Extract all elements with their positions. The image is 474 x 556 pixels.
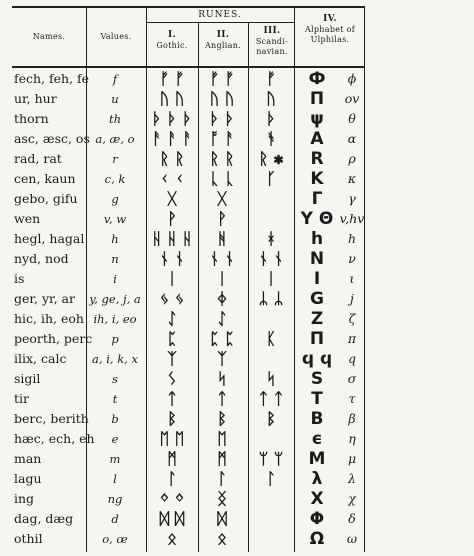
- rune-row: [0, 188, 474, 210]
- ulphilas-letter: Α: [310, 129, 324, 149]
- anglian-rune: ᛄ: [217, 289, 227, 308]
- ulphilas-greek-equivalent: τ: [348, 391, 356, 406]
- rune-name: ur, hur: [14, 91, 57, 106]
- scandinavian-rune: ᚦ: [266, 109, 276, 128]
- gothic-rune: ᚲ ᚲ: [159, 169, 185, 188]
- ulphilas-letter: Π: [309, 329, 325, 349]
- rune-row: [0, 128, 474, 150]
- rune-row: [0, 428, 474, 450]
- gothic-rune: ᛟ: [167, 529, 177, 548]
- runes-header: RUNES.: [198, 10, 242, 20]
- gothic-rune: ᚷ: [167, 189, 177, 208]
- ulphilas-letter: Β: [310, 409, 324, 429]
- values-header: Values.: [100, 32, 132, 41]
- rune-row: [0, 68, 474, 90]
- scandinavian-rune: ᛏ ᛏ: [258, 389, 284, 408]
- ulphilas-letter: ϥ ϥ: [301, 349, 333, 369]
- rune-value: b: [111, 412, 119, 426]
- rune-row: [0, 208, 474, 230]
- ulphilas-letter: R: [310, 149, 324, 169]
- scandinavian-rune: ᛦ ᛦ: [258, 289, 284, 308]
- rune-value: o, œ: [102, 532, 128, 546]
- rune-name: fech, feh, fe: [14, 71, 90, 86]
- scandinavian-rune: ᛘ ᛘ: [258, 449, 284, 468]
- ulphilas-greek-equivalent: h: [347, 231, 357, 246]
- rune-name: tir: [14, 391, 29, 406]
- gothic-rune: ᚢ ᚢ: [159, 89, 185, 108]
- ulphilas-letter: h: [310, 229, 324, 249]
- ulphilas-greek-equivalent: κ: [347, 171, 357, 186]
- scandinavian-rune: [248, 508, 294, 530]
- gothic-rune: ᛖ ᛖ: [159, 429, 185, 448]
- scandinavian-rune: [248, 348, 294, 370]
- anglian-rune: ᛗ: [217, 449, 227, 468]
- rune-name: peorth, perc: [14, 331, 93, 346]
- gothic-rune: ᛞ ᛞ: [159, 509, 185, 528]
- rune-row: [0, 328, 474, 350]
- rune-value: a, æ, o: [95, 132, 135, 146]
- rune-value: h: [111, 232, 119, 246]
- ulphilas-letter: ψ: [310, 109, 324, 129]
- ulphilas-letter: Ф: [308, 69, 326, 89]
- rune-name: othil: [14, 531, 43, 546]
- gothic-rune: ᛊ: [167, 369, 177, 388]
- ulphilas-letter: G: [310, 289, 324, 309]
- ulphilas-letter: Π: [309, 89, 325, 109]
- ulphilas-letter: Κ: [310, 169, 324, 189]
- rune-value: d: [111, 512, 119, 526]
- rune-name: man: [14, 451, 42, 466]
- ulphilas-letter: Ι: [313, 269, 321, 289]
- rune-name: sigil: [14, 371, 41, 386]
- gothic-rune: ᛗ: [167, 449, 177, 468]
- scandinavian-rune: [248, 208, 294, 230]
- rune-value: p: [111, 332, 119, 346]
- ulphilas-greek-equivalent: ζ: [348, 311, 356, 326]
- gothic-label: Gothic.: [156, 41, 188, 50]
- ulphilas-greek-equivalent: ϕ: [347, 71, 357, 86]
- anglian-rune: ᛟ: [217, 529, 227, 548]
- rune-value: i: [113, 272, 117, 286]
- ulphilas-letter: Ν: [309, 249, 325, 269]
- scandinavian-rune: [248, 188, 294, 210]
- anglian-rune: ᚩ ᚨ: [209, 129, 235, 148]
- gothic-rune: ᚠ ᚠ: [159, 69, 185, 88]
- rune-value: s: [112, 372, 118, 386]
- rune-value: l: [113, 472, 117, 486]
- anglian-rune: ᚷ: [217, 189, 227, 208]
- rune-row: [0, 108, 474, 130]
- rune-name: is: [14, 271, 25, 286]
- ulphilas-letter: Μ: [308, 449, 326, 469]
- ulphilas-greek-equivalent: λ: [348, 471, 356, 486]
- ulphilas-greek-equivalent: q: [347, 351, 356, 366]
- anglian-rune: ᚹ: [217, 209, 227, 228]
- ulphilas-greek-equivalent: ω: [346, 531, 358, 546]
- ulphilas-letter: Υ Θ: [300, 209, 334, 229]
- ulphilas-letter: Ω: [309, 529, 325, 549]
- rune-row: [0, 268, 474, 290]
- rune-name: lagu: [14, 471, 42, 486]
- ulphilas-letter: Γ: [311, 189, 323, 209]
- anglian-rune: ᚻ: [217, 229, 227, 248]
- rune-value: v, w: [103, 212, 127, 226]
- rune-value: a, i, k, x: [92, 352, 138, 366]
- rune-row: [0, 228, 474, 250]
- rune-name: wen: [14, 211, 41, 226]
- ulphilas-greek-equivalent: ρ: [348, 151, 356, 166]
- rune-name: thorn: [14, 111, 49, 126]
- anglian-rune: ᛏ: [217, 389, 227, 408]
- ulphilas-greek-equivalent: γ: [348, 191, 356, 206]
- ulphilas-greek-equivalent: σ: [347, 371, 357, 386]
- anglian-rune: ᛉ: [217, 349, 227, 368]
- anglian-header: [198, 30, 248, 51]
- rune-name: asc, æsc, os: [14, 131, 90, 146]
- scandinavian-rune: [248, 488, 294, 510]
- anglian-rune: ᛖ: [217, 429, 227, 448]
- ulphilas-letter: ϵ: [311, 429, 323, 449]
- anglian-rune: ᛈ ᛈ: [209, 329, 235, 348]
- rune-value: r: [112, 152, 118, 166]
- anglian-label: Anglian.: [204, 41, 242, 50]
- ulphilas-greek-equivalent: ι: [349, 271, 355, 286]
- gothic-rune: ᚱ ᚱ: [159, 149, 185, 168]
- scandinavian-rune: ᛁ: [266, 269, 276, 288]
- scandinavian-rune: [248, 428, 294, 450]
- gothic-header: [146, 30, 198, 51]
- ulphilas-label: Alphabet of Ulphilas.: [304, 25, 356, 44]
- rune-row: [0, 508, 474, 530]
- rune-row: [0, 528, 474, 550]
- ulphilas-letter: S: [310, 369, 324, 389]
- rune-name: ger, yr, ar: [14, 291, 75, 306]
- ulphilas-greek-equivalent: ν: [348, 251, 356, 266]
- scandinavian-rune: ᚠ: [266, 69, 276, 88]
- rune-row: [0, 148, 474, 170]
- rune-row: [0, 388, 474, 410]
- scandinavian-rune: ᚢ: [266, 89, 276, 108]
- scandinavian-rune: ᛕ: [266, 329, 276, 348]
- rune-name: hæc, ech, eh: [14, 431, 95, 446]
- rune-value: ng: [107, 492, 123, 506]
- ulphilas-greek-equivalent: η: [348, 431, 356, 446]
- ulphilas-greek-equivalent: j: [350, 291, 354, 306]
- scandinavian-rune: ᛒ: [266, 409, 276, 428]
- gothic-rune: ᚨ ᚨ ᚨ: [152, 129, 192, 148]
- rune-row: [0, 468, 474, 490]
- anglian-rune: ᚢ ᚢ: [209, 89, 235, 108]
- top-rule: [12, 6, 364, 8]
- scandinavian-rune: ᛚ: [266, 469, 276, 488]
- ulphilas-letter: Ζ: [310, 309, 324, 329]
- anglian-rune: ᛁ: [217, 269, 227, 288]
- ulphilas-number: IV.: [323, 14, 337, 24]
- anglian-rune: ᚦ ᚦ: [209, 109, 235, 128]
- rune-value: u: [111, 92, 119, 106]
- gothic-rune: ᚾ ᚾ: [159, 249, 185, 268]
- ulphilas-letter: Φ: [309, 509, 325, 529]
- ulphilas-header: [296, 14, 364, 45]
- rune-row: [0, 308, 474, 330]
- gothic-rune: ᛇ: [167, 309, 177, 328]
- rune-name: berc, berith: [14, 411, 89, 426]
- gothic-rune: ᚺ ᚺ ᚺ: [152, 229, 192, 248]
- scandinavian-header: [250, 26, 294, 57]
- rune-name: cen, kaun: [14, 171, 76, 186]
- rune-row: [0, 368, 474, 390]
- rune-name: rad, rat: [14, 151, 62, 166]
- anglian-number: II.: [216, 30, 230, 40]
- scandinavian-rune: ᚱ ✱: [258, 149, 284, 168]
- ulphilas-greek-equivalent: π: [347, 331, 357, 346]
- gothic-rune: ᛚ: [167, 469, 177, 488]
- rune-value: n: [111, 252, 119, 266]
- names-header: Names.: [32, 32, 66, 41]
- gothic-number: I.: [168, 30, 176, 40]
- anglian-rune: ᛝ: [217, 489, 227, 508]
- ulphilas-greek-equivalent: δ: [348, 511, 356, 526]
- rune-value: m: [109, 452, 121, 466]
- gothic-rune: ᚦ ᚦ ᚦ: [152, 109, 192, 128]
- anglian-rune: ᚠ ᚠ: [209, 69, 235, 88]
- rune-name: hegl, hagal: [14, 231, 85, 246]
- anglian-rune: ᚱ ᚱ: [209, 149, 235, 168]
- anglian-rune: ᚳ ᚳ: [209, 169, 235, 188]
- rune-value: c, k: [104, 172, 126, 186]
- ulphilas-greek-equivalent: χ: [348, 491, 356, 506]
- rune-name: ing: [14, 491, 35, 506]
- rune-value: th: [108, 112, 122, 126]
- rune-value: g: [111, 192, 119, 206]
- anglian-rune: ᛇ: [217, 309, 227, 328]
- runes-subrule: [146, 22, 294, 23]
- gothic-rune: ᚹ: [167, 209, 177, 228]
- ulphilas-greek-equivalent: μ: [347, 451, 357, 466]
- scandinavian-rune: ᚴ: [266, 169, 276, 188]
- scandinavian-rune: ᚬ: [266, 129, 276, 148]
- rune-value: y, ge, j, a: [89, 292, 141, 306]
- gothic-rune: ᛒ: [167, 409, 177, 428]
- anglian-rune: ᛋ: [217, 369, 227, 388]
- rune-name: nyd, nod: [14, 251, 69, 266]
- rune-row: [0, 248, 474, 270]
- gothic-rune: ᛁ: [167, 269, 177, 288]
- anglian-rune: ᛚ: [217, 469, 227, 488]
- rune-value: ih, i, eo: [93, 312, 137, 326]
- rune-row: [0, 408, 474, 430]
- rune-row: [0, 288, 474, 310]
- scandinavian-rune: ᚾ ᚾ: [258, 249, 284, 268]
- rune-row: [0, 168, 474, 190]
- rune-name: dag, dæg: [14, 511, 74, 526]
- ulphilas-greek-equivalent: β: [348, 411, 356, 426]
- gothic-rune: ᛜ ᛜ: [159, 489, 185, 508]
- rune-name: gebo, gifu: [14, 191, 78, 206]
- scandinavian-rune: [248, 308, 294, 330]
- rune-row: [0, 88, 474, 110]
- anglian-rune: ᛞ: [217, 509, 227, 528]
- gothic-rune: ᛃ ᛃ: [159, 289, 185, 308]
- scandinavian-rune: ᚼ: [266, 229, 276, 248]
- gothic-rune: ᛈ: [167, 329, 177, 348]
- rune-name: ilix, calc: [14, 351, 67, 366]
- ulphilas-greek-equivalent: ov: [344, 91, 360, 106]
- scandinavian-rune: ᛋ: [266, 369, 276, 388]
- anglian-rune: ᚾ ᚾ: [209, 249, 235, 268]
- gothic-rune: ᛉ: [167, 349, 177, 368]
- ulphilas-letter: Τ: [311, 389, 323, 409]
- scandinavian-rune: [248, 528, 294, 550]
- rune-row: [0, 448, 474, 470]
- scandinavian-label: Scandi-navian.: [255, 37, 289, 56]
- ulphilas-greek-equivalent: θ: [348, 111, 356, 126]
- ulphilas-letter: λ: [311, 469, 323, 489]
- anglian-rune: ᛒ: [217, 409, 227, 428]
- ulphilas-greek-equivalent: v,hv: [339, 211, 365, 226]
- rune-value: t: [112, 392, 118, 406]
- scandinavian-number: III.: [263, 26, 281, 36]
- rune-value: e: [111, 432, 119, 446]
- rune-name: hic, ih, eoh: [14, 311, 84, 326]
- rune-value: f: [112, 72, 118, 86]
- ulphilas-letter: Χ: [310, 489, 324, 509]
- rune-row: [0, 488, 474, 510]
- gothic-rune: ᛏ: [167, 389, 177, 408]
- rune-row: [0, 348, 474, 370]
- ulphilas-greek-equivalent: α: [347, 131, 357, 146]
